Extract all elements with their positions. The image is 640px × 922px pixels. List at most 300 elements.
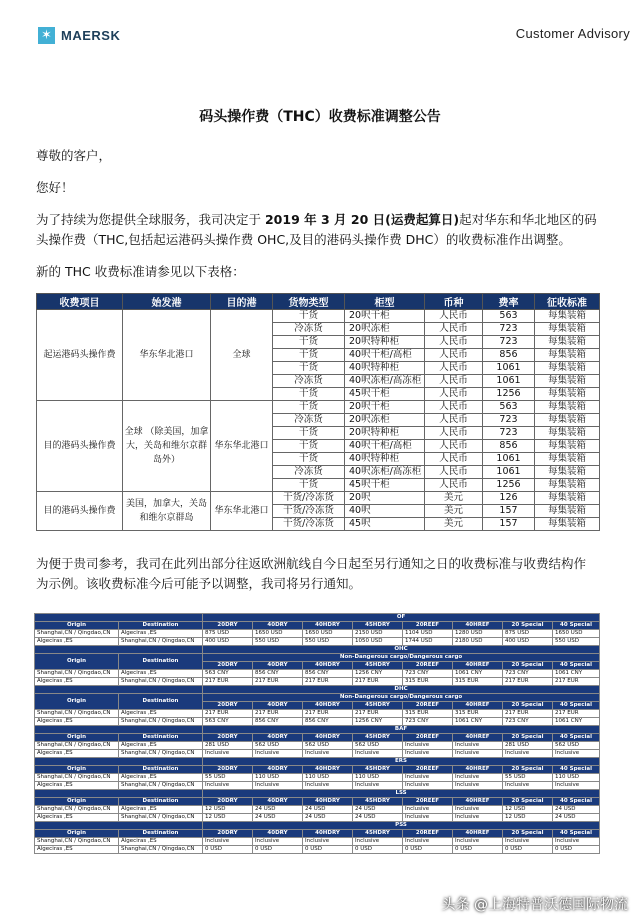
rate-cell: 723 CNY (503, 718, 553, 726)
section-name: BAF (203, 726, 600, 734)
rate-cell: 562 USD (303, 742, 353, 750)
cargo-type: 干货 (273, 349, 345, 362)
origin-cell: Algeciras ,ES (35, 846, 119, 854)
container-column-header: 20 Special (503, 798, 553, 806)
rate-cell: Inclusive (453, 742, 503, 750)
rate-cell: Inclusive (353, 750, 403, 758)
rate: 1061 (483, 453, 535, 466)
container-column-header: 40DRY (253, 702, 303, 710)
rate-cell: 217 EUR (203, 678, 253, 686)
container-column-header: 20DRY (203, 830, 253, 838)
container-column-header: 20REEF (403, 662, 453, 670)
rate-cell: 0 USD (403, 846, 453, 854)
basis: 每集装箱 (535, 479, 600, 492)
container-type: 40呎干柜/高柜 (345, 349, 425, 362)
origin-cell: Shanghai,CN / Qingdao,CN (35, 710, 119, 718)
rate-cell: 110 USD (253, 774, 303, 782)
basis: 每集装箱 (535, 362, 600, 375)
rate: 856 (483, 349, 535, 362)
cargo-type: 干货 (273, 362, 345, 375)
container-column-header: 40HDRY (303, 702, 353, 710)
rate: 723 (483, 427, 535, 440)
rate-cell: 24 USD (353, 806, 403, 814)
basis: 每集装箱 (535, 427, 600, 440)
table-row (35, 718, 600, 726)
cargo-type: 冷冻货 (273, 414, 345, 427)
section-sub-row (35, 654, 600, 662)
destination-cell: Shanghai,CN / Qingdao,CN (119, 678, 203, 686)
destination-header: Destination (119, 622, 203, 630)
column-header-row (35, 830, 600, 838)
intro-text-b: 起对华东和华北地区的码 (459, 212, 597, 227)
currency: 人民币 (425, 375, 483, 388)
rate-cell: Inclusive (203, 838, 253, 846)
page-title: 码头操作费（THC）收费标准调整公告 (199, 109, 441, 125)
cargo-type: 冷冻货 (273, 323, 345, 336)
rate: 723 (483, 336, 535, 349)
origin-header: Origin (35, 830, 119, 838)
rate-cell: 217 EUR (253, 678, 303, 686)
origin-cell: Shanghai,CN / Qingdao,CN (35, 670, 119, 678)
container-type: 20呎 (345, 492, 425, 505)
rate-cell: Inclusive (403, 814, 453, 822)
cargo-type: 干货 (273, 401, 345, 414)
container-column-header: 40HREF (453, 702, 503, 710)
star-icon: ✶ (38, 27, 55, 44)
rate-cell: Inclusive (403, 750, 453, 758)
column-header-row (35, 766, 600, 774)
container-column-header: 40HREF (453, 734, 503, 742)
cargo-type: 干货 (273, 427, 345, 440)
container-column-header: 20 Special (503, 702, 553, 710)
rate-cell: Inclusive (453, 750, 503, 758)
maersk-logo (38, 27, 120, 44)
destination-cell: Shanghai,CN / Qingdao,CN (119, 846, 203, 854)
cargo-type: 干货 (273, 453, 345, 466)
rate-cell: 1256 CNY (353, 718, 403, 726)
container-column-header: 40 Special (553, 662, 600, 670)
container-column-header: 40DRY (253, 766, 303, 774)
container-column-header: 40HDRY (303, 662, 353, 670)
table-row (35, 742, 600, 750)
currency: 人民币 (425, 427, 483, 440)
rate-cell: 400 USD (203, 638, 253, 646)
rate-cell: 875 USD (503, 630, 553, 638)
section-sub-row (35, 694, 600, 702)
rate-cell: 1061 CNY (453, 670, 503, 678)
currency: 美元 (425, 492, 483, 505)
container-column-header: 20 Special (503, 766, 553, 774)
rate-cell: Inclusive (503, 750, 553, 758)
container-column-header: 45HDRY (353, 734, 403, 742)
rate-cell: 55 USD (503, 774, 553, 782)
table-row (35, 814, 600, 822)
rate-cell: Inclusive (553, 838, 600, 846)
origin-cell: Shanghai,CN / Qingdao,CN (35, 742, 119, 750)
destination-cell: Shanghai,CN / Qingdao,CN (119, 750, 203, 758)
section-blank (35, 758, 203, 766)
rate-cell: 1744 USD (403, 638, 453, 646)
rate-cell: 856 CNY (253, 670, 303, 678)
rate-cell: 856 CNY (303, 670, 353, 678)
origin-cell: Shanghai,CN / Qingdao,CN (35, 838, 119, 846)
container-type: 20呎干柜 (345, 310, 425, 323)
container-column-header: 20DRY (203, 622, 253, 630)
rate-cell: Inclusive (303, 838, 353, 846)
rate-cell: 110 USD (553, 774, 600, 782)
rate-cell: 217 EUR (253, 710, 303, 718)
rate-cell: 562 USD (253, 742, 303, 750)
destination-port: 华东华北港口 (211, 401, 273, 492)
container-column-header: 20REEF (403, 766, 453, 774)
rate-cell: 217 EUR (503, 678, 553, 686)
origin-header: Origin (35, 654, 119, 670)
container-column-header: 20 Special (503, 662, 553, 670)
rate-cell: 550 USD (303, 638, 353, 646)
container-column-header: 40HREF (453, 798, 503, 806)
rate-cell: 550 USD (253, 638, 303, 646)
cargo-type: 干货 (273, 440, 345, 453)
rate-cell: 1061 CNY (553, 718, 600, 726)
rate-cell: 24 USD (253, 806, 303, 814)
container-column-header: 40HREF (453, 830, 503, 838)
cargo-type: 干货 (273, 479, 345, 492)
rate-cell: 0 USD (453, 846, 503, 854)
rate-cell: 55 USD (203, 774, 253, 782)
section-subtitle: Non-Dangerous cargo/Dangerous cargo (203, 654, 600, 662)
rate-cell: 281 USD (503, 742, 553, 750)
rate-cell: 1050 USD (353, 638, 403, 646)
rate-cell: 24 USD (253, 814, 303, 822)
section-title-row (35, 822, 600, 830)
container-type: 40呎冻柜/高冻柜 (345, 375, 425, 388)
rate-cell: Inclusive (403, 782, 453, 790)
container-column-header: 40DRY (253, 830, 303, 838)
basis: 每集装箱 (535, 453, 600, 466)
destination-cell: Algeciras ,ES (119, 670, 203, 678)
rate-cell: Inclusive (253, 750, 303, 758)
thc-header-cell: 收费项目 (37, 294, 123, 310)
basis: 每集装箱 (535, 440, 600, 453)
rate-cell: 315 EUR (403, 710, 453, 718)
destination-cell: Algeciras ,ES (119, 630, 203, 638)
rate: 157 (483, 518, 535, 531)
basis: 每集装箱 (535, 349, 600, 362)
thc-header-cell: 目的港 (211, 294, 273, 310)
table-row (37, 401, 600, 414)
container-column-header: 20DRY (203, 662, 253, 670)
rate-cell: 0 USD (303, 846, 353, 854)
currency: 人民币 (425, 466, 483, 479)
rate-cell: Inclusive (253, 782, 303, 790)
rate-cell: Inclusive (503, 782, 553, 790)
section-title-row (35, 790, 600, 798)
rate-cell: 0 USD (553, 846, 600, 854)
container-column-header: 40 Special (553, 734, 600, 742)
container-column-header: 45HDRY (353, 798, 403, 806)
container-column-header: 20REEF (403, 702, 453, 710)
origin-cell: Shanghai,CN / Qingdao,CN (35, 774, 119, 782)
rate-cell: Inclusive (453, 814, 503, 822)
rate-cell: Inclusive (403, 774, 453, 782)
rate-cell: 1280 USD (453, 630, 503, 638)
rate: 126 (483, 492, 535, 505)
charge-item: 目的港码头操作费 (37, 401, 123, 492)
rate-cell: Inclusive (403, 742, 453, 750)
rate-cell: 217 EUR (303, 710, 353, 718)
table-row (35, 670, 600, 678)
rate-cell: 1650 USD (303, 630, 353, 638)
table-row (35, 774, 600, 782)
destination-cell: Algeciras ,ES (119, 806, 203, 814)
destination-cell: Algeciras ,ES (119, 742, 203, 750)
rate: 1061 (483, 362, 535, 375)
rate-cell: 400 USD (503, 638, 553, 646)
rate-cell: 1104 USD (403, 630, 453, 638)
container-column-header: 40 Special (553, 830, 600, 838)
section-title-row (35, 726, 600, 734)
origin-cell: Algeciras ,ES (35, 814, 119, 822)
thc-header-cell: 币种 (425, 294, 483, 310)
rate-cell: 12 USD (503, 814, 553, 822)
rate-cell: 24 USD (553, 814, 600, 822)
rate-cell: 217 EUR (503, 710, 553, 718)
rate-cell: 0 USD (253, 846, 303, 854)
logo-text: MAERSK (61, 28, 121, 43)
rate-cell: 315 EUR (453, 710, 503, 718)
rate-cell: 2150 USD (353, 630, 403, 638)
rate-cell: 12 USD (203, 814, 253, 822)
origin-cell: Algeciras ,ES (35, 782, 119, 790)
section-blank (35, 726, 203, 734)
origin-port: 全球 （除美国，加拿大，关岛和维尔京群岛外） (123, 401, 211, 492)
section-name: LSS (203, 790, 600, 798)
basis: 每集装箱 (535, 518, 600, 531)
destination-header: Destination (119, 830, 203, 838)
rate-cell: Inclusive (453, 782, 503, 790)
table-row (35, 638, 600, 646)
currency: 人民币 (425, 310, 483, 323)
rate-cell: 563 CNY (203, 718, 253, 726)
rate-cell: 0 USD (503, 846, 553, 854)
europe-rate-table (34, 613, 600, 854)
container-column-header: 20DRY (203, 798, 253, 806)
cargo-type: 冷冻货 (273, 375, 345, 388)
section-subtitle: Non-Dangerous cargo/Dangerous cargo (203, 694, 600, 702)
rate: 1061 (483, 466, 535, 479)
container-column-header: 20 Special (503, 734, 553, 742)
currency: 人民币 (425, 336, 483, 349)
table-row (35, 782, 600, 790)
table-row (35, 750, 600, 758)
rate-cell: Inclusive (353, 838, 403, 846)
rate-cell: Inclusive (503, 838, 553, 846)
rate-cell: 2180 USD (453, 638, 503, 646)
rate: 563 (483, 310, 535, 323)
rate-cell: 24 USD (353, 814, 403, 822)
rate-cell: 12 USD (203, 806, 253, 814)
destination-header: Destination (119, 694, 203, 710)
origin-header: Origin (35, 766, 119, 774)
rate-cell: 0 USD (203, 846, 253, 854)
container-type: 20呎干柜 (345, 401, 425, 414)
destination-cell: Shanghai,CN / Qingdao,CN (119, 718, 203, 726)
container-column-header: 20REEF (403, 734, 453, 742)
container-column-header: 40HDRY (303, 734, 353, 742)
rate: 1256 (483, 479, 535, 492)
rate-cell: 0 USD (353, 846, 403, 854)
section-title-row (35, 758, 600, 766)
cargo-type: 干货 (273, 310, 345, 323)
rate-cell: 315 EUR (453, 678, 503, 686)
origin-cell: Shanghai,CN / Qingdao,CN (35, 806, 119, 814)
rate-cell: 24 USD (303, 814, 353, 822)
rate-cell: Inclusive (453, 838, 503, 846)
rate-cell: 1256 CNY (353, 670, 403, 678)
container-column-header: 40DRY (253, 662, 303, 670)
origin-header: Origin (35, 734, 119, 742)
container-column-header: 20 Special (503, 830, 553, 838)
destination-cell: Algeciras ,ES (119, 774, 203, 782)
currency: 人民币 (425, 453, 483, 466)
section-name: OHC (203, 646, 600, 654)
container-column-header: 45HDRY (353, 622, 403, 630)
rate-cell: 12 USD (503, 806, 553, 814)
container-column-header: 40DRY (253, 622, 303, 630)
origin-port: 华东华北港口 (123, 310, 211, 401)
thc-table (36, 293, 600, 531)
intro-text-c: 头操作费（THC,包括起运港码头操作费 OHC,及目的港码头操作费 DHC）的收费标准作出调整。 (36, 232, 571, 247)
rate-cell: Inclusive (553, 750, 600, 758)
origin-port: 美国，加拿大，关岛和维尔京群岛 (123, 492, 211, 531)
section-name: OF (203, 614, 600, 622)
charge-item: 目的港码头操作费 (37, 492, 123, 531)
rate-cell: 315 EUR (403, 678, 453, 686)
rate-cell: Inclusive (403, 838, 453, 846)
container-column-header: 45HDRY (353, 702, 403, 710)
container-type: 45呎 (345, 518, 425, 531)
origin-cell: Algeciras ,ES (35, 638, 119, 646)
rate-cell: 110 USD (303, 774, 353, 782)
watermark: 头条 @上海特普沃德国际物流 (441, 897, 628, 913)
currency: 美元 (425, 518, 483, 531)
container-column-header: 40 Special (553, 766, 600, 774)
container-column-header: 20REEF (403, 622, 453, 630)
basis: 每集装箱 (535, 492, 600, 505)
container-type: 40呎特种柜 (345, 362, 425, 375)
destination-cell: Shanghai,CN / Qingdao,CN (119, 782, 203, 790)
container-column-header: 40HDRY (303, 766, 353, 774)
destination-cell: Algeciras ,ES (119, 710, 203, 718)
section-blank (35, 822, 203, 830)
rate-cell: 856 CNY (253, 718, 303, 726)
currency: 美元 (425, 505, 483, 518)
rate-cell: 550 USD (553, 638, 600, 646)
rate: 723 (483, 414, 535, 427)
page-header (38, 22, 630, 46)
charge-item: 起运港码头操作费 (37, 310, 123, 401)
rate-cell: 875 USD (203, 630, 253, 638)
container-type: 20呎冻柜 (345, 414, 425, 427)
table-row (37, 310, 600, 323)
container-column-header: 20DRY (203, 766, 253, 774)
intro-text-a: 为了持续为您提供全球服务，我司决定于 (36, 212, 265, 227)
table-row (35, 846, 600, 854)
thc-header-cell: 始发港 (123, 294, 211, 310)
container-type: 20呎冻柜 (345, 323, 425, 336)
section-blank (35, 646, 203, 654)
container-column-header: 40DRY (253, 798, 303, 806)
container-column-header: 20REEF (403, 798, 453, 806)
intro-paragraph (36, 210, 611, 250)
basis: 每集装箱 (535, 310, 600, 323)
container-column-header: 20REEF (403, 830, 453, 838)
column-header-row (35, 798, 600, 806)
container-type: 20呎特种柜 (345, 427, 425, 440)
container-type: 45呎干柜 (345, 479, 425, 492)
rate-cell: Inclusive (303, 750, 353, 758)
thc-header-cell: 柜型 (345, 294, 425, 310)
rate-cell: Inclusive (353, 782, 403, 790)
rate-cell: 1650 USD (253, 630, 303, 638)
currency: 人民币 (425, 401, 483, 414)
currency: 人民币 (425, 479, 483, 492)
container-column-header: 45HDRY (353, 830, 403, 838)
rate-cell: Inclusive (203, 750, 253, 758)
thc-header-cell: 货物类型 (273, 294, 345, 310)
hello: 您好！ (36, 180, 74, 195)
currency: 人民币 (425, 323, 483, 336)
container-column-header: 40HREF (453, 662, 503, 670)
basis: 每集装箱 (535, 466, 600, 479)
rate-cell: 562 USD (353, 742, 403, 750)
rate: 157 (483, 505, 535, 518)
basis: 每集装箱 (535, 505, 600, 518)
currency: 人民币 (425, 440, 483, 453)
destination-port: 全球 (211, 310, 273, 401)
basis: 每集装箱 (535, 375, 600, 388)
cargo-type: 干货/冷冻货 (273, 518, 345, 531)
cargo-type: 冷冻货 (273, 466, 345, 479)
rate-cell: 281 USD (203, 742, 253, 750)
container-column-header: 40HREF (453, 622, 503, 630)
container-column-header: 45HDRY (353, 766, 403, 774)
rate-cell: 723 CNY (503, 670, 553, 678)
rate-cell: Inclusive (303, 782, 353, 790)
section-title-row (35, 686, 600, 694)
origin-cell: Algeciras ,ES (35, 678, 119, 686)
table-row (37, 492, 600, 505)
thc-header-cell: 费率 (483, 294, 535, 310)
container-column-header: 20DRY (203, 734, 253, 742)
rate-cell: 24 USD (303, 806, 353, 814)
origin-header: Origin (35, 798, 119, 806)
container-column-header: 40DRY (253, 734, 303, 742)
origin-cell: Shanghai,CN / Qingdao,CN (35, 630, 119, 638)
section-title-row (35, 646, 600, 654)
cargo-type: 干货/冷冻货 (273, 492, 345, 505)
advisory-label: Customer Advisory (515, 26, 630, 41)
currency: 人民币 (425, 362, 483, 375)
container-column-header: 40 Special (553, 702, 600, 710)
container-column-header: 20DRY (203, 702, 253, 710)
rate-cell: Inclusive (453, 806, 503, 814)
origin-cell: Algeciras ,ES (35, 750, 119, 758)
column-header-row (35, 734, 600, 742)
origin-header: Origin (35, 622, 119, 630)
origin-cell: Algeciras ,ES (35, 718, 119, 726)
rate-cell: 217 EUR (553, 678, 600, 686)
